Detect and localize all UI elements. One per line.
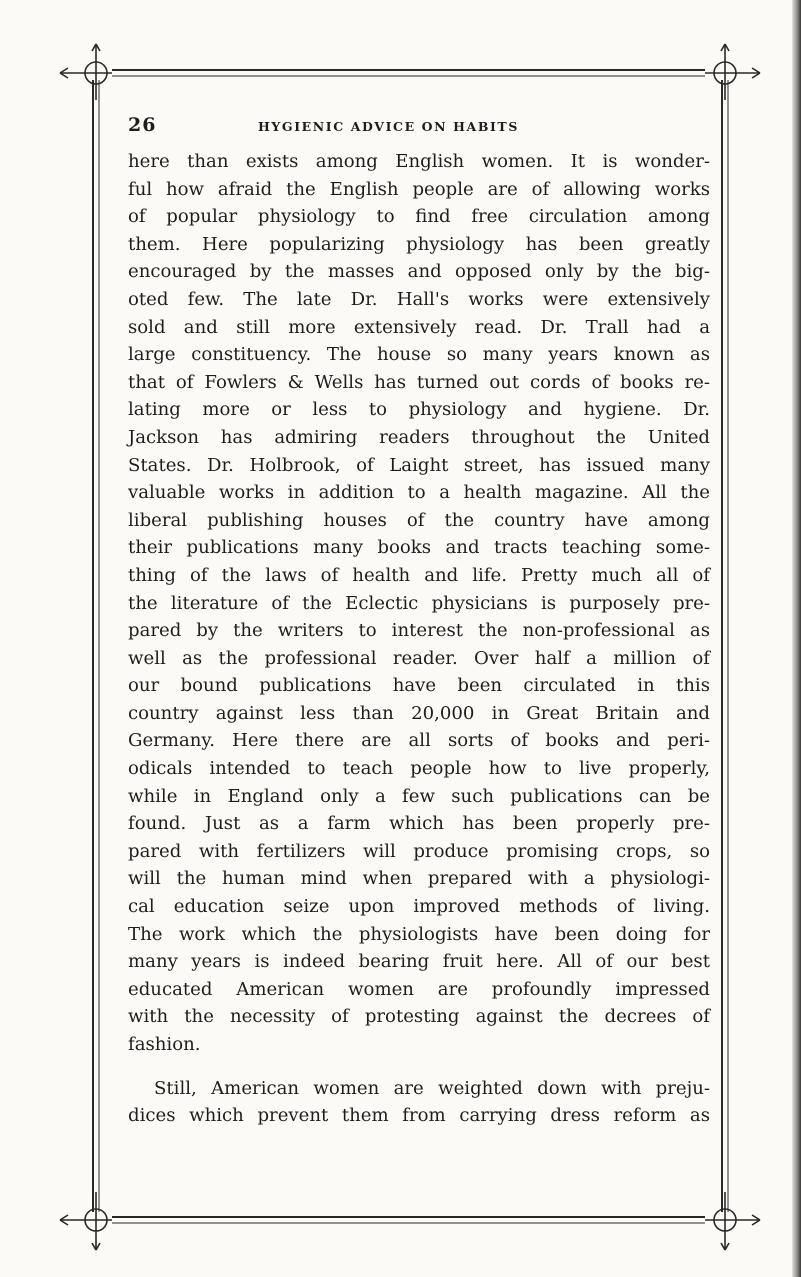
corner-ornament-top-left	[60, 44, 112, 100]
text-line: will the human mind when prepared with a physiologi-	[128, 868, 710, 890]
text-line: them. Here popularizing physiology has been greatly	[128, 233, 710, 255]
text-line: our bound publications have been circulated in this	[128, 675, 710, 697]
text-line: of popular physiology to find free circulation among	[128, 206, 710, 228]
paragraph-2	[128, 1075, 710, 1130]
text-line: here than exists among English women. It is wonder-	[128, 151, 710, 172]
text-line: thing of the laws of health and life. Pretty much all of	[128, 564, 710, 586]
body-text	[128, 148, 710, 1130]
text-line: well as the professional reader. Over half a million of	[128, 647, 710, 669]
text-line: while in England only a few such publications can be	[128, 785, 710, 807]
text-line: Still, American women are weighted down with preju-	[154, 1077, 710, 1099]
text-line: cal education seize upon improved methods of living.	[128, 896, 710, 918]
text-line: oted few. The late Dr. Hall's works were extensively	[128, 288, 710, 310]
text-line: large constituency. The house so many years known as	[128, 344, 710, 366]
paragraph-gap	[128, 1059, 710, 1075]
text-line: encouraged by the masses and opposed only by the big-	[128, 261, 710, 283]
corner-ornament-bottom-right	[705, 1192, 760, 1250]
text-line: found. Just as a farm which has been properly pre-	[128, 813, 710, 835]
text-line: Germany. Here there are all sorts of books and peri-	[128, 730, 710, 752]
text-line: many years is indeed bearing fruit here. All of our best	[128, 951, 710, 973]
corner-ornament-bottom-left	[60, 1192, 112, 1250]
text-line: dices which prevent them from carrying dress reform as	[128, 1105, 710, 1127]
text-line: that of Fowlers & Wells has turned out cords of books re-	[128, 371, 710, 393]
running-head: HYGIENIC ADVICE ON HABITS	[258, 119, 519, 134]
text-line: pared by the writers to interest the non-professional as	[128, 620, 710, 642]
text-line: fashion.	[128, 1034, 201, 1055]
paragraph-1	[128, 148, 710, 1059]
text-line: lating more or less to physiology and hygiene. Dr.	[128, 399, 710, 421]
text-line: States. Dr. Holbrook, of Laight street, has issued many	[128, 454, 710, 476]
corner-ornament-top-right	[705, 44, 760, 100]
text-line: country against less than 20,000 in Great Britain and	[128, 702, 710, 724]
text-line: with the necessity of protesting against the decrees of	[128, 1006, 710, 1028]
text-line: liberal publishing houses of the country have among	[128, 509, 710, 531]
page-number: 26	[128, 114, 157, 136]
text-line: valuable works in addition to a health magazine. All the	[128, 482, 710, 504]
text-line: educated American women are profoundly impressed	[128, 978, 710, 1000]
text-line: ful how afraid the English people are of allowing works	[128, 178, 710, 200]
text-line: Jackson has admiring readers throughout the United	[128, 426, 710, 448]
text-line: their publications many books and tracts teaching some-	[128, 537, 710, 559]
text-line: pared with fertilizers will produce promising crops, so	[128, 840, 710, 862]
text-line: odicals intended to teach people how to live properly,	[128, 758, 710, 780]
text-line: The work which the physiologists have been doing for	[128, 923, 710, 945]
page-header	[128, 114, 708, 140]
text-line: sold and still more extensively read. Dr. Trall had a	[128, 316, 710, 338]
text-line: the literature of the Eclectic physicians is purposely pre-	[128, 592, 710, 614]
